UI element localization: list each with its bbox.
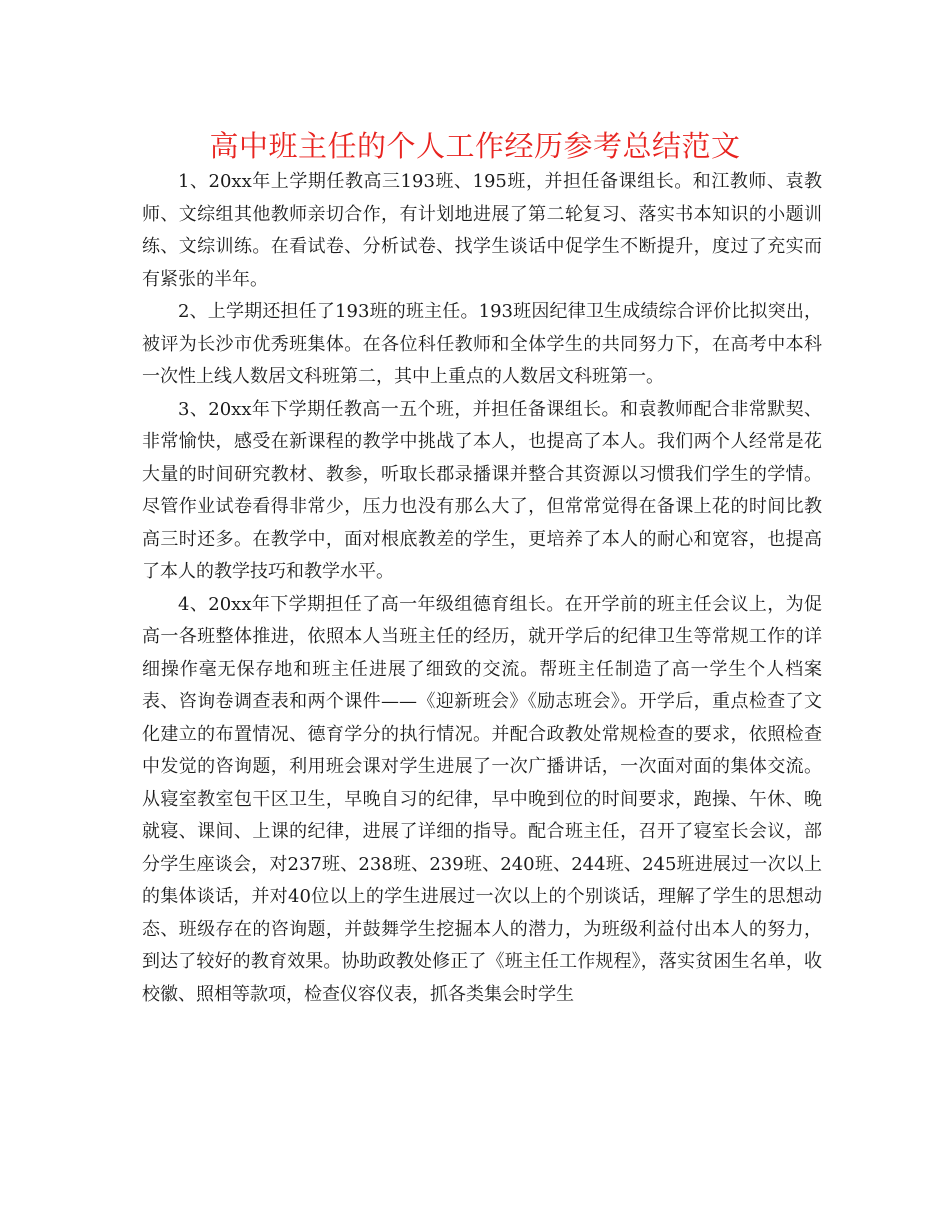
document-title: 高中班主任的个人工作经历参考总结范文 — [209, 129, 741, 163]
paragraph-4: 4、20xx年下学期担任了高一年级组德育组长。在开学前的班主任会议上，为促高一各班整体推进，依照本人当班主任的经历，就开学后的纪律卫生等常规工作的详细操作毫无保存地和班主任进展了细致的交流。帮班主任制造了高一学生个人档案表、咨询卷调查表和两个课件——《迎新班会》《励志班会》。开学后，重点检查了文化建立的布置情况、德育学分的执行情况。并配合政教处常规检查的要求，依照检查中发觉的咨询题，利用班会课对学生进展了一次广播讲话，一次面对面的集体交流。从寝室教室包干区卫生，早晚自习的纪律，早中晚到位的时间要求，跑操、午休、晚就寝、课间、上课的纪律，进展了详细的指导。配合班主任，召开了寝室长会议，部分学生座谈会，对237班、238班、239班、240班、244班、245班进展过一次以上的集体谈话，并对40位以上的学生进展过一次以上的个别谈话，理解了学生的思想动态、班级存在的咨询题，并鼓舞学生挖掘本人的潜力，为班级利益付出本人的努力，到达了较好的教育效果。协助政教处修正了《班主任工作规程》，落实贫困生名单，收校徽、照相等款项，检查仪容仪表，抓各类集会时学生 — [142, 593, 822, 1005]
paragraph-1: 1、20xx年上学期任教高三193班、195班，并担任备课组长。和江教师、袁教师、文综组其他教师亲切合作，有计划地进展了第二轮复习、落实书本知识的小题训练、文综训练。在看试卷、分析试卷、找学生谈话中促学生不断提升，度过了充实而有紧张的半年。 — [142, 171, 822, 290]
paragraph-3: 3、20xx年下学期任教高一五个班，并担任备课组长。和袁教师配合非常默契、非常愉快，感受在新课程的教学中挑战了本人，也提高了本人。我们两个人经常是花大量的时间研究教材、教参，听取长郡录播课并整合其资源以习惯我们学生的学情。尽管作业试卷看得非常少，压力也没有那么大了，但常常觉得在备课上花的时间比教高三时还多。在教学中，面对根底教差的学生，更培养了本人的耐心和宽容，也提高了本人的教学技巧和教学水平。 — [142, 398, 822, 582]
document-body — [142, 166, 822, 1011]
paragraph-2: 2、上学期还担任了193班的班主任。193班因纪律卫生成绩综合评价比拟突出，被评为长沙市优秀班集体。在各位科任教师和全体学生的共同努力下，在高考中本科一次性上线人数居文科班第二，其中上重点的人数居文科班第一。 — [142, 301, 822, 387]
